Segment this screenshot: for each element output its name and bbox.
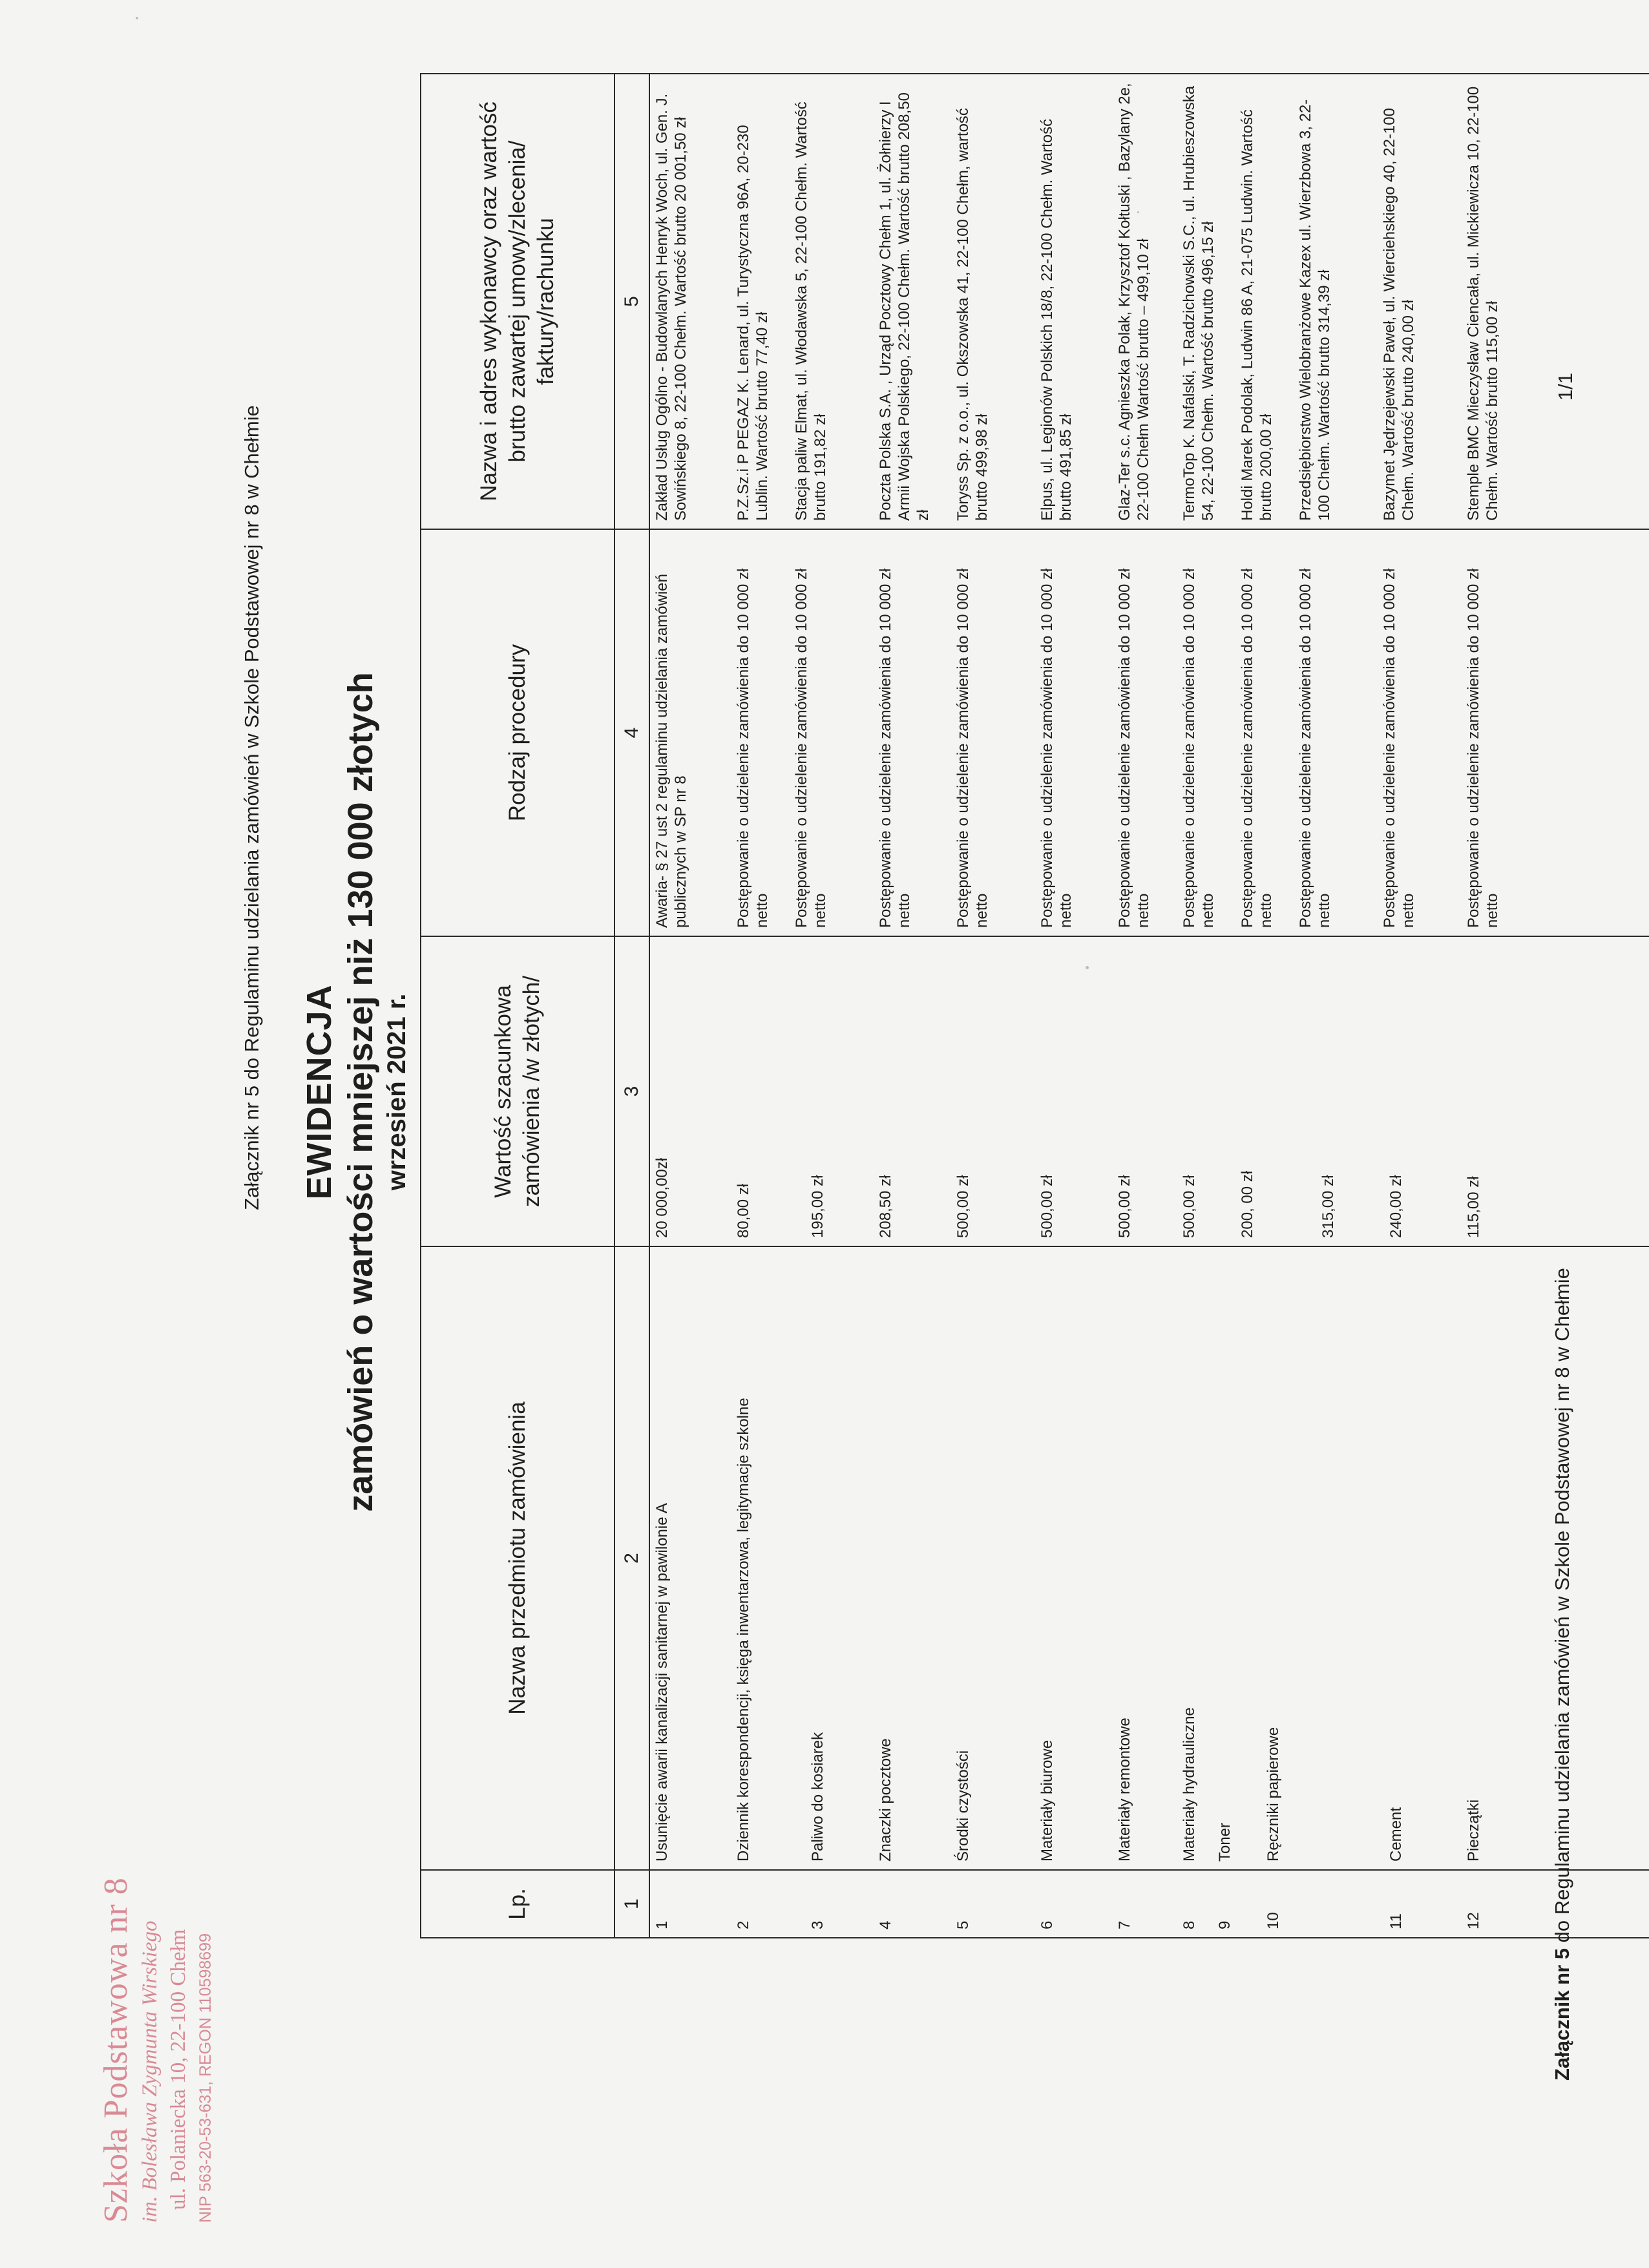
row-name-11: Cement — [1387, 1807, 1405, 1862]
row-value-11: 240,00 zł — [1387, 1175, 1405, 1238]
row-procedure-11: Postępowanie o udzielenie zamówienia do 10 000 zł netto — [1381, 568, 1417, 928]
row-contractor-7: Glaz-Ter s.c. Agnieszka Polak, Krzysztof Kołtuski , Bazylany 2e, 22-100 Chełm Wartość brutto – 499,10 zł — [1116, 83, 1152, 521]
col-number: 1 — [614, 1870, 649, 1938]
row-name-12: Pieczątki — [1465, 1799, 1482, 1862]
row-name-3: Paliwo do kosiarek — [809, 1732, 826, 1862]
row-contractor-11: Bazymet Jędrzejewski Paweł, ul. Wierciehskiego 40, 22-100 Chełm. Wartość brutto 240,00 zł — [1381, 108, 1417, 521]
row-procedure-1: Awaria- § 27 ust 2 regulaminu udzielania zamówień publicznych w SP nr 8 — [653, 574, 689, 928]
name-cell — [649, 1246, 1649, 1870]
row-name-5: Środki czystości — [954, 1750, 972, 1862]
row-procedure-5: Postępowanie o udzielenie zamówienia do 10 000 zł netto — [954, 568, 991, 928]
page-number: 1/1 — [1554, 372, 1577, 401]
row-lp-12: 12 — [1465, 1912, 1482, 1929]
annex-footer-bold: Załącznik nr 5 — [1551, 1948, 1573, 2081]
contractor-cell — [649, 74, 1649, 529]
document-title: EWIDENCJA — [300, 984, 339, 1200]
col-number: 4 — [614, 529, 649, 936]
col-number: 5 — [614, 74, 649, 529]
row-lp-3: 3 — [809, 1920, 826, 1929]
row-procedure-6: Postępowanie o udzielenie zamówienia do 10 000 zł netto — [1038, 568, 1075, 928]
annex-footer-rest: do Regulaminu udzielania zamówień w Szkole Podstawowej nr 8 w Chełmie — [1551, 1268, 1573, 1948]
col-header-lp: Lp. — [421, 1870, 614, 1938]
row-lp-2: 2 — [735, 1920, 752, 1929]
document-title-block — [299, 446, 412, 1738]
stamp-ids: NIP 563-20-53-631, REGON 110598699 — [196, 1933, 215, 2223]
row-lp-10: 10 — [1265, 1912, 1282, 1929]
row-procedure-12: Postępowanie o udzielenie zamówienia do 10 000 zł netto — [1465, 568, 1501, 928]
row-value-4: 208,50 zł — [877, 1175, 894, 1238]
row-value-7: 500,00 zł — [1116, 1175, 1133, 1238]
col-header-name: Nazwa przedmiotu zamówienia — [421, 1246, 614, 1870]
row-procedure-3: Postępowanie o udzielenie zamówienia do 10 000 zł netto — [793, 568, 829, 928]
column-number-row — [614, 74, 649, 1938]
row-value-6: 500,00 zł — [1038, 1175, 1056, 1238]
row-value-5: 500,00 zł — [954, 1175, 972, 1238]
row-value-8: 500,00 zł — [1181, 1175, 1198, 1238]
row-name-7: Materiały remontowe — [1116, 1717, 1133, 1862]
row-value-2: 80,00 zł — [735, 1183, 752, 1238]
row-procedure-4: Postępowanie o udzielenie zamówienia do 10 000 zł netto — [877, 568, 913, 928]
row-name-9: Toner — [1216, 1822, 1234, 1862]
row-procedure-7: Postępowanie o udzielenie zamówienia do 10 000 zł netto — [1116, 568, 1152, 928]
col-number: 2 — [614, 1246, 649, 1870]
row-contractor-6: Elpus, ul. Legionów Polskich 18/8, 22-100 Chełm. Wartość brutto 491,85 zł — [1038, 118, 1075, 521]
row-contractor-8: TermoTop K. Nafalski, T. Radzichowski S.C., ul. Hrubieszowska 54, 22-100 Chełm. Wartość brutto 496,15 zł — [1181, 85, 1217, 521]
col-number: 3 — [614, 936, 649, 1246]
scan-speck — [1086, 966, 1089, 969]
row-value-3: 195,00 zł — [809, 1175, 826, 1238]
row-contractor-10: Przedsiębiorstwo Wielobranżowe Kazex ul. Wierzbowa 3, 22-100 Chełm. Wartość brutto 314,39 zł — [1297, 99, 1333, 521]
row-lp-1: 1 — [653, 1920, 671, 1929]
row-contractor-3: Stacja paliw Elmat, ul. Włodawska 5, 22-100 Chełm. Wartość brutto 191,82 zł — [793, 101, 829, 521]
procedure-cell — [649, 529, 1649, 936]
annex-header: Załącznik nr 5 do Regulaminu udzielania zamówień w Szkole Podstawowej nr 8 w Chełmie — [240, 405, 263, 1210]
document-subtitle: zamówień o wartości mniejszej niż 130 000 złotych — [341, 672, 380, 1512]
col-header-value: Wartość szacunkowa zamówienia /w złotych/ — [421, 936, 614, 1246]
row-procedure-10: Postępowanie o udzielenie zamówienia do 10 000 zł netto — [1297, 568, 1333, 928]
row-lp-5: 5 — [954, 1920, 972, 1929]
row-value-9: 200, 00 zł — [1239, 1170, 1256, 1238]
row-procedure-9: Postępowanie o udzielenie zamówienia do 10 000 zł netto — [1239, 568, 1275, 928]
row-procedure-8: Postępowanie o udzielenie zamówienia do 10 000 zł netto — [1181, 568, 1217, 928]
table-body — [649, 74, 1649, 1938]
row-procedure-2: Postępowanie o udzielenie zamówienia do 10 000 zł netto — [735, 568, 771, 928]
row-lp-11: 11 — [1387, 1913, 1405, 1929]
orders-table — [420, 73, 1649, 1938]
col-header-procedure: Rodzaj procedury — [421, 529, 614, 936]
table-header-row — [421, 74, 614, 1938]
school-stamp — [97, 1877, 218, 2223]
row-contractor-4: Poczta Polska S.A. , Urząd Pocztowy Chełm 1, ul. Żołnierzy I Armii Wojska Polskiego, 22-100 Chełm. Wartość brutto 208,50 zł — [877, 92, 932, 521]
stamp-patron: im. Bolesława Zygmunta Wirskiego — [138, 1920, 162, 2223]
col-header-contractor: Nazwa i adres wykonawcy oraz wartość brutto zawartej umowy/zlecenia/ faktury/rachunku — [421, 74, 614, 529]
row-contractor-9: Holdi Marek Podolak, Ludwin 86 A, 21-075 Ludwin. Wartość brutto 200,00 zł — [1239, 109, 1275, 521]
annex-footer — [1551, 659, 1574, 2081]
value-cell — [649, 936, 1649, 1246]
row-value-10: 315,00 zł — [1319, 1175, 1337, 1238]
row-name-10: Ręczniki papierowe — [1265, 1727, 1282, 1862]
document-period: wrzesień 2021 r. — [383, 993, 411, 1191]
row-lp-9: 9 — [1216, 1920, 1234, 1929]
row-contractor-2: P.Z.Sz.i P PEGAZ K. Lenard, ul. Turystyczna 96A, 20-230 Lublin. Wartość brutto 77,40 zł — [735, 125, 771, 521]
lp-cell — [649, 1870, 1649, 1938]
stamp-address: ul. Polaniecka 10, 22-100 Chełm — [167, 1929, 190, 2210]
row-contractor-5: Toryss Sp. z o.o., ul. Okszowska 41, 22-100 Chełm, wartość brutto 499,98 zł — [954, 108, 991, 521]
row-name-4: Znaczki pocztowe — [877, 1738, 894, 1862]
row-name-6: Materiały biurowe — [1038, 1739, 1056, 1862]
scan-speck — [1137, 211, 1139, 213]
row-contractor-12: Stemple BMC Mieczysław Ciencała, ul. Mickiewicza 10, 22-100 Chełm. Wartość brutto 115,00 zł — [1465, 86, 1501, 521]
stamp-school-name: Szkoła Podstawowa nr 8 — [98, 1877, 134, 2223]
row-name-2: Dziennik korespondencji, księga inwentarzowa, legitymacje szkolne — [735, 1398, 752, 1862]
row-lp-6: 6 — [1038, 1920, 1056, 1929]
row-name-8: Materiały hydrauliczne — [1181, 1707, 1198, 1862]
row-value-12: 115,00 zł — [1465, 1176, 1482, 1238]
row-lp-7: 7 — [1116, 1920, 1133, 1929]
row-contractor-1: Zakład Usług Ogólno - Budowlanych Henryk Woch, ul. Gen. J. Sowińskiego 8, 22-100 Chełm. Wartość brutto 20 001,50 zł — [653, 93, 689, 521]
row-lp-4: 4 — [877, 1920, 894, 1929]
scan-speck — [136, 17, 138, 19]
row-lp-8: 8 — [1181, 1920, 1198, 1929]
row-name-1: Usunięcie awarii kanalizacji sanitarnej w pawilonie A — [653, 1503, 671, 1862]
row-value-1: 20 000,00zł — [653, 1157, 671, 1238]
